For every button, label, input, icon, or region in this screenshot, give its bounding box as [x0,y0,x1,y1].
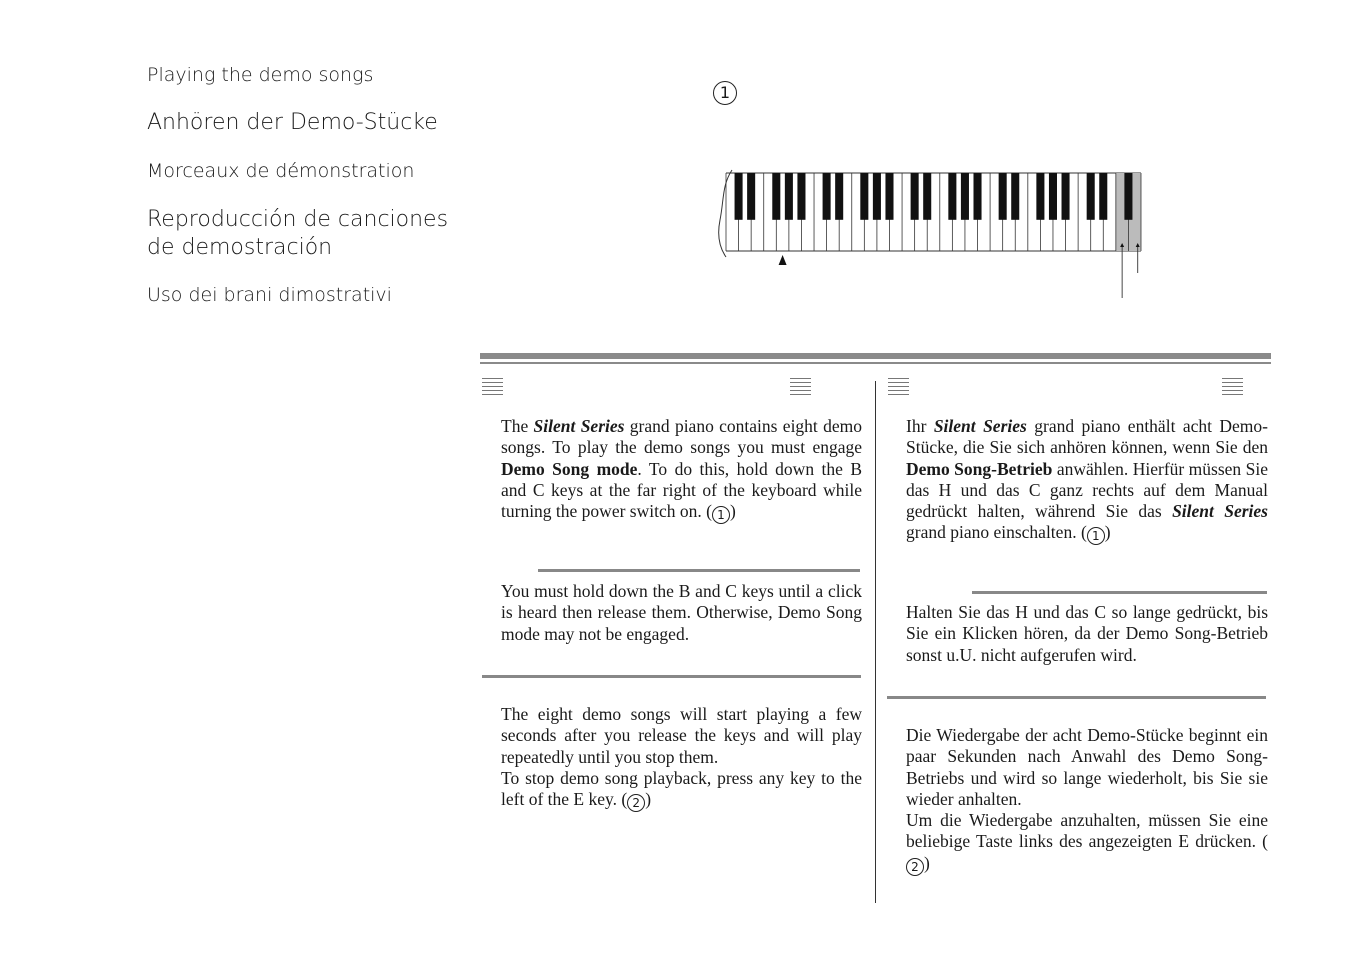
black-key [999,173,1007,220]
black-key [747,173,755,220]
black-key [785,173,793,220]
black-key [1087,173,1095,220]
text-lines-icon [1222,378,1243,398]
black-key [885,173,893,220]
black-key [823,173,831,220]
title-spanish-line1: Reproducción de canciones [147,207,449,232]
black-key [911,173,919,220]
text-lines-icon [790,378,811,398]
black-key [797,173,805,220]
black-key [860,173,868,220]
black-key [772,173,780,220]
black-key [923,173,931,220]
black-key [1062,173,1070,220]
black-key [1124,173,1132,220]
german-note: Halten Sie das H und das C so lange gedrückt, bis Sie ein Klicken hören, da der Demo Song-Betrieb sonst u.U. nicht aufgerufen wird. [906,602,1268,665]
step-2-ref: 2 [627,794,645,812]
english-paragraph-1: The Silent Series grand piano contains eight demo songs. To play the demo songs you must engage Demo Song mode. To do this, hold down the B and C keys at the far right of the keyboard while turning the power switch on. ( 1 ) [501,416,862,523]
text-lines-icon [482,378,503,398]
english-paragraph-2: The eight demo songs will start playing a few seconds after you release the keys and will play repeatedly until you stop them. To stop demo song playback, press any key to the left of the E key. ( 2 ) [501,704,862,811]
black-key [1011,173,1019,220]
note-rule-bottom [887,696,1266,699]
note-rule-top [538,569,860,572]
black-key [873,173,881,220]
black-key [973,173,981,220]
black-key [1099,173,1107,220]
black-key [1049,173,1057,220]
e-key-arrow-icon [779,255,787,265]
top-rule-thin [480,362,1271,364]
step-1-ref: 1 [712,506,730,524]
title-french: Morceaux de démonstration [147,160,415,182]
english-note: You must hold down the B and C keys until a click is heard then release them. Otherwise, Demo Song mode may not be engaged. [501,581,862,644]
text-lines-icon [888,378,909,398]
title-german: Anhören der Demo-Stücke [147,110,438,135]
black-key [961,173,969,220]
german-paragraph-2: Die Wiedergabe der acht Demo-Stücke beginnt ein paar Sekunden nach Anwahl des Demo Song-Betriebs und wird so lange wiederholt, bis Sie sie wieder anhalten. Um die Wiedergabe anzuhalten, müssen Sie eine beliebige Taste links des angezeigten E drücken. (2 ) [906,725,1268,874]
title-italian: Uso dei brani dimostrativi [147,284,392,306]
title-english: Playing the demo songs [147,64,374,86]
top-rule-thick [480,353,1271,359]
black-key [835,173,843,220]
figure-step-marker: 1 [713,81,737,105]
german-paragraph-1: Ihr Silent Series grand piano enthält acht Demo-Stücke, die Sie sich anhören können, wenn Sie den Demo Song-Betrieb anwählen. Hierfür müssen Sie das H und das C ganz rechts auf dem Manual gedrückt halten, während Sie das Silent Series grand piano einschalten. ( 1 ) [906,416,1269,544]
black-key [1036,173,1044,220]
title-spanish [147,206,448,262]
title-spanish-line2: de demostración [147,235,333,260]
step-1-ref: 1 [1087,527,1105,545]
keyboard-cheek [719,170,732,257]
step-2-ref: 2 [906,858,924,876]
note-rule-bottom [482,675,861,678]
black-key [948,173,956,220]
keyboard-illustration [714,165,1154,305]
note-rule-top [972,591,1267,594]
column-divider [875,381,876,903]
black-key [735,173,743,220]
